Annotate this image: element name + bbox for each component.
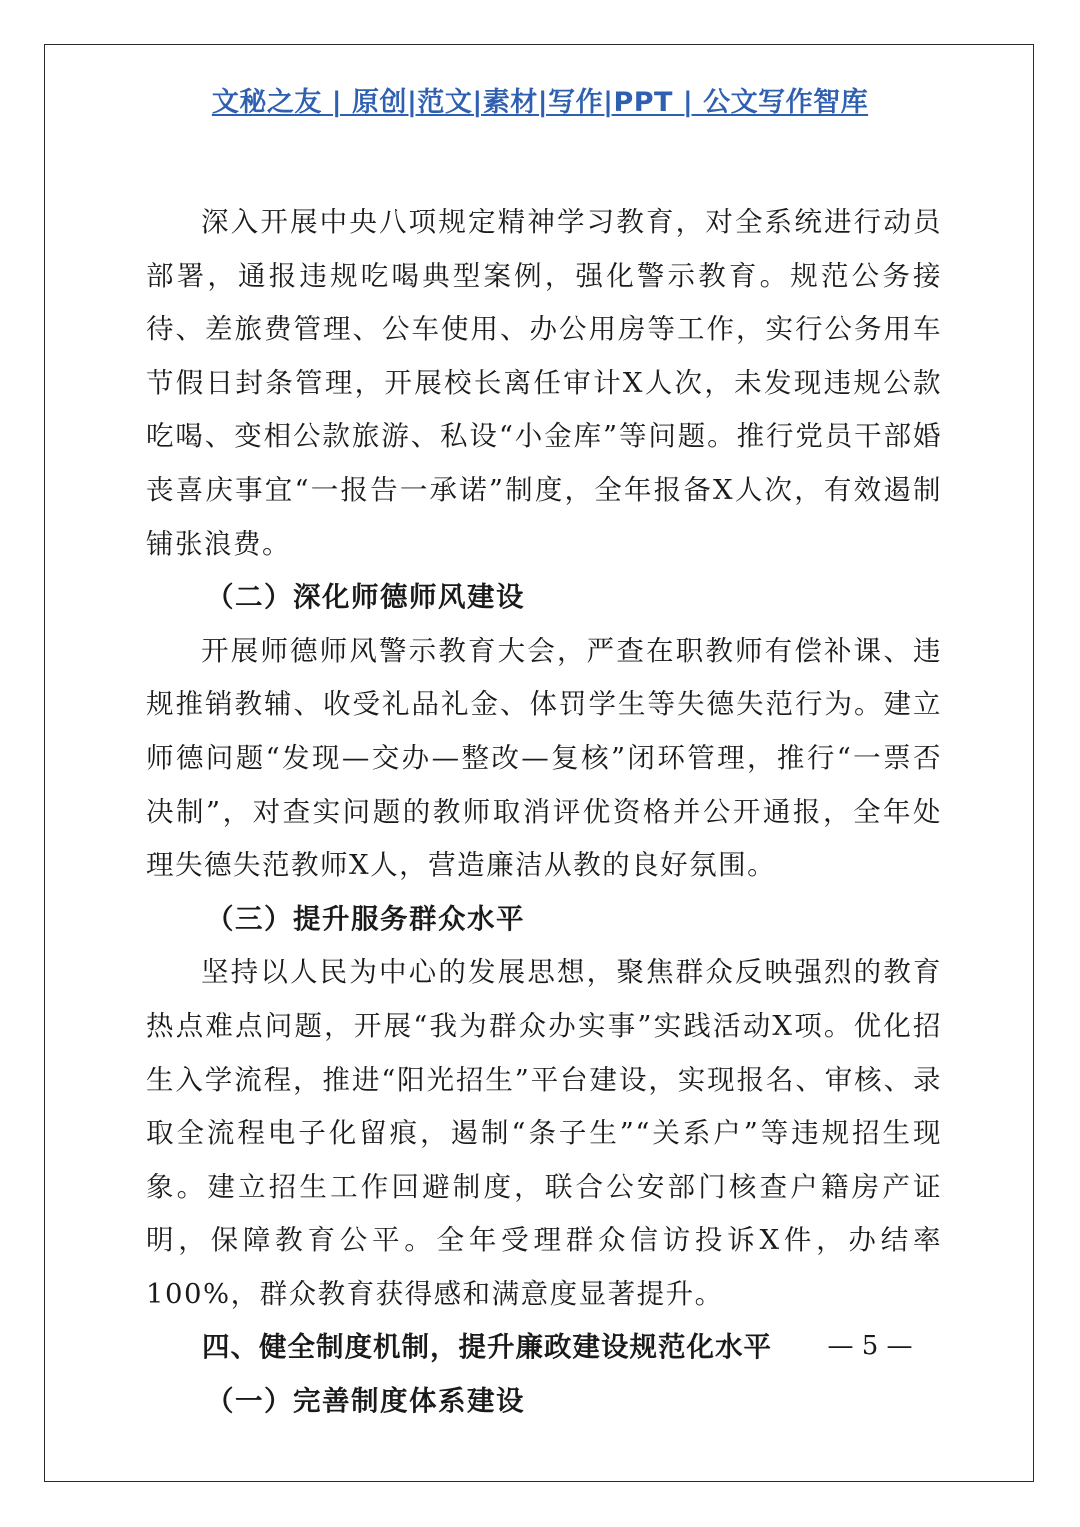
- paragraph-teacher-ethics: 开展师德师风警示教育大会，严查在职教师有偿补课、违规推销教辅、收受礼品礼金、体罚学生等失德失范行为。建立师德问题“发现—交办—整改—复核”闭环管理，推行“一票否决制”，对查实问题的教师取消评优资格并公开通报，全年处理失德失范教师X人，营造廉洁从教的良好氛围。: [146, 634, 942, 882]
- header-banner-link[interactable]: 文秘之友 | 原创|范文|素材|写作|PPT | 公文写作智库: [211, 87, 869, 118]
- subheading-system-building: （一）完善制度体系建设: [206, 1385, 525, 1418]
- paragraph-serve-public: 坚持以人民为中心的发展思想，聚焦群众反映强烈的教育热点难点问题，开展“我为群众办实事”实践活动X项。优化招生入学流程，推进“阳光招生”平台建设，实现报名、审核、录取全流程电子化留痕，遏制“条子生”“关系户”等违规招生现象。建立招生工作回避制度，联合公安部门核查户籍房产证明，保障教育公平。全年受理群众信访投诉X件，办结率100%，群众教育获得感和满意度显著提升。: [146, 956, 942, 1310]
- subheading-serve-public: （三）提升服务群众水平: [206, 902, 525, 935]
- document-body: [146, 196, 942, 1429]
- header-banner[interactable]: [0, 80, 1080, 119]
- section-heading-institutions: 四、健全制度机制，提升廉政建设规范化水平: [202, 1331, 772, 1364]
- subheading-teacher-ethics: （二）深化师德师风建设: [206, 581, 525, 614]
- paragraph-eight-rules: 深入开展中央八项规定精神学习教育，对全系统进行动员部署，通报违规吃喝典型案例，强化警示教育。规范公务接待、差旅费管理、公车使用、办公用房等工作，实行公务用车节假日封条管理，开展校长离任审计X人次，未发现违规公款吃喝、变相公款旅游、私设“小金库”等问题。推行党员干部婚丧喜庆事宜“一报告一承诺”制度，全年报备X人次，有效遏制铺张浪费。: [146, 206, 942, 560]
- page-number: — 5 —: [827, 1331, 913, 1361]
